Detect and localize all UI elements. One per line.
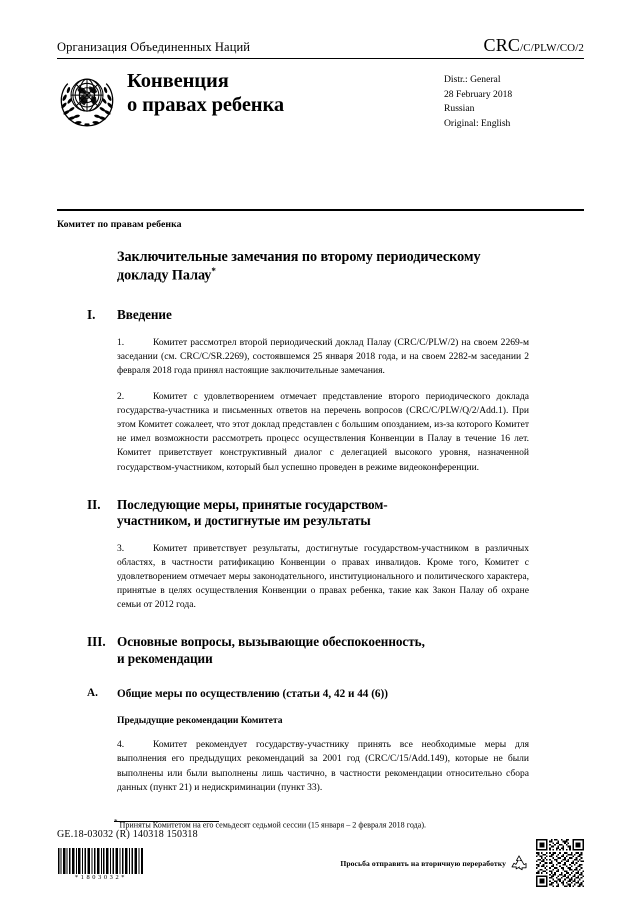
section-heading-followup — [87, 497, 527, 530]
section-title-followup-line1: Последующие меры, принятые государством- — [117, 496, 388, 512]
paragraph-3 — [117, 542, 529, 613]
masthead-top-row — [57, 36, 584, 55]
subsection-title: Общие меры по осуществлению (статьи 4, 42 и 44 (6)) — [117, 688, 388, 701]
section-heading-main-issues — [87, 634, 527, 667]
committee-name: Комитет по правам ребенка — [57, 219, 182, 230]
paragraph-4 — [117, 738, 529, 795]
section-title-main-issues — [117, 634, 425, 667]
section-title-main-issues-line1: Основные вопросы, вызывающие обеспокоенность, — [117, 634, 425, 650]
masthead-divider — [57, 58, 584, 59]
section-heading-intro — [87, 307, 527, 324]
paragraph-2-number: 2. — [117, 390, 125, 402]
distribution-language: Russian — [444, 103, 475, 115]
footnote-marker: * — [114, 818, 118, 826]
section-title-followup-line2: участником, и достигнутые им результаты — [117, 513, 371, 529]
subsection-letter: A. — [87, 687, 98, 700]
subsection-heading-general-measures — [87, 687, 527, 701]
section-title-followup — [117, 497, 388, 530]
organization-name: Организация Объединенных Наций — [57, 40, 251, 55]
paragraph-1 — [117, 336, 529, 378]
distribution-type: Distr.: General — [444, 74, 501, 85]
paragraph-1-number: 1. — [117, 336, 125, 348]
convention-title — [127, 67, 444, 117]
distribution-block — [444, 67, 584, 131]
recycle-icon — [510, 854, 528, 872]
section-title-main-issues-line2: и рекомендации — [117, 650, 213, 666]
paragraph-3-number: 3. — [117, 542, 125, 554]
paragraph-2 — [117, 390, 529, 475]
document-symbol-suffix: /C/PLW/CO/2 — [520, 42, 584, 54]
section-numeral-intro: I. — [87, 307, 96, 323]
section-numeral-followup: II. — [87, 496, 101, 512]
section-numeral-main-issues: III. — [87, 634, 106, 650]
convention-title-line2: о правах ребенка — [127, 94, 285, 117]
document-symbol-main: CRC — [483, 35, 521, 55]
paragraph-1-text: Комитет рассмотрел второй периодический доклад Палау (CRC/C/PLW/2) на своем 2269-м заседании (см. CRC/C/SR.2269), состоявшемся 25 января 2018 года, и на своем 2282-м заседании 2 февраля 2018 года принял настоящие заключительные замечания. — [117, 336, 529, 376]
barcode-digits: *1803032* — [74, 874, 128, 881]
ge-symbol: GE.18-03032 (R) 140318 150318 — [57, 829, 198, 840]
footnote-text: Приняты Комитетом на его семьдесят седьмой сессии (15 января – 2 февраля 2018 года). — [119, 820, 427, 830]
qr-code — [536, 839, 584, 887]
header-bottom-rule — [57, 209, 584, 211]
paragraph-3-text: Комитет приветствует результаты, достигнутые государством-участником в различных областях, в частности ратификацию Конвенции о правах инвалидов. Кроме того, Комитет с удовлетворением отмечает меры законодательного, институционального и политического характера, принятые в целях осуществления Конвенции о правах ребенка, такие как Закон Палау об охране семьи от 2012 года. — [117, 542, 529, 611]
page-title — [117, 248, 527, 285]
barcode — [57, 848, 145, 874]
document-symbol — [484, 36, 584, 55]
section-title-intro: Введение — [117, 307, 172, 323]
masthead — [57, 36, 584, 131]
masthead-body-row — [57, 67, 584, 131]
paragraph-4-text: Комитет рекомендует государству-участнику принять все необходимые меры для выполнения его предыдущих рекомендаций за 2001 год (CRC/C/15/Add.149), которые не были выполнены или были выполнены лишь частично, в частности рекомендации относительно сбора данных (пункт 21) и недискриминации (пункт 33). — [117, 739, 529, 793]
convention-title-line1: Конвенция — [127, 70, 229, 92]
recycling-text: Просьба отправить на вторичную переработку — [340, 858, 506, 868]
page-title-text: Заключительные замечания по второму периодическому докладу Палау — [117, 249, 481, 284]
recycling-notice — [340, 839, 584, 887]
title-footnote-marker: * — [211, 266, 216, 277]
un-emblem-icon — [55, 67, 119, 131]
subsection-subheading: Предыдущие рекомендации Комитета — [117, 715, 283, 727]
document-body — [57, 248, 584, 795]
distribution-date: 28 February 2018 — [444, 88, 513, 100]
paragraph-2-text: Комитет с удовлетворением отмечает представление второго периодического доклада государства-участника и письменных ответов на перечень вопросов (CRC/C/PLW/Q/2/Add.1). При этом Комитет сожалеет, что этот доклад представлен с большим опозданием, из-за которого Комитет не имел возможности рассмотреть процесс осуществления Конвенции в Палау в течение 16 лет. Комитет приветствует конструктивный диалог с делегацией высокого уровня, назначенной государством-участником, который был успешно проведен в режиме видеоконференции. — [117, 390, 529, 473]
distribution-original: Original: English — [444, 117, 511, 129]
paragraph-4-number: 4. — [117, 739, 125, 751]
